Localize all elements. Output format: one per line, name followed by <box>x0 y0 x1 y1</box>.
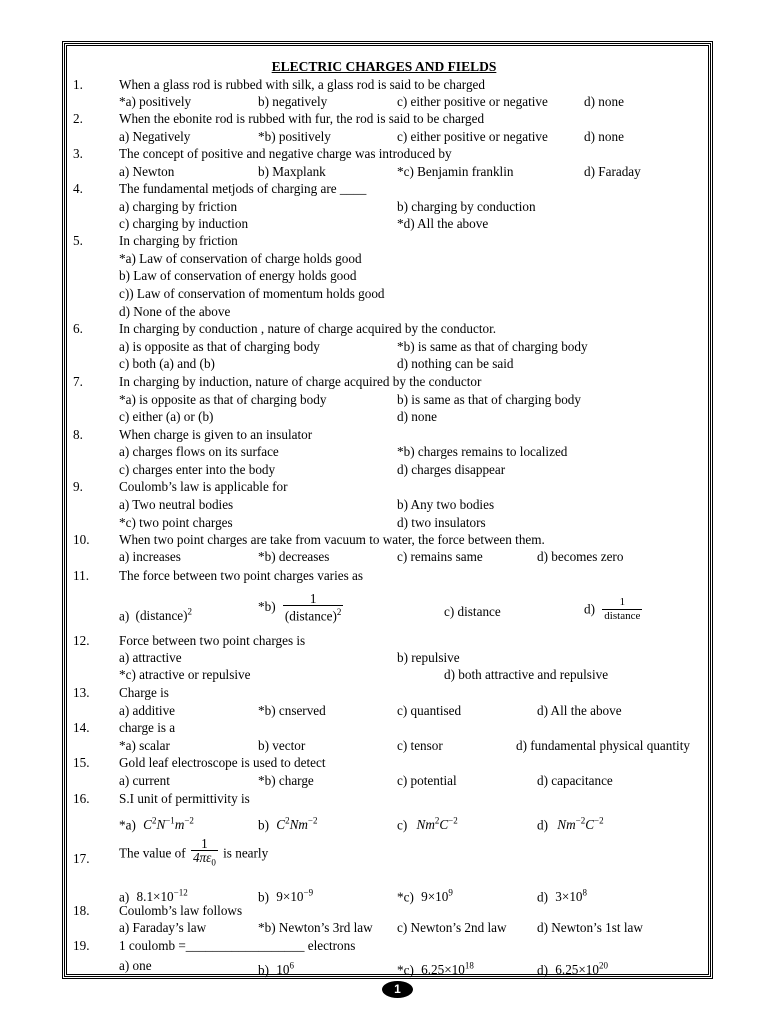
question-number: 12. <box>73 633 90 648</box>
question-number: 19. <box>73 938 90 953</box>
option-label: c) <box>397 817 408 833</box>
math-expression <box>555 889 587 904</box>
option-c: *c) Benjamin franklin <box>397 164 514 179</box>
expr-base: 3×10 <box>555 889 583 905</box>
option-c: c) either positive or negative <box>397 94 548 109</box>
option-d: d) fundamental physical quantity <box>516 738 690 753</box>
math-expression <box>421 962 474 977</box>
option-label: d) <box>537 817 548 833</box>
question-text: S.I unit of permittivity is <box>119 791 250 806</box>
option-d: d) becomes zero <box>537 549 624 564</box>
question-number: 6. <box>73 321 83 336</box>
question-number: 16. <box>73 791 90 806</box>
option-a: a) Negatively <box>119 129 191 144</box>
question-number: 5. <box>73 233 83 248</box>
option-c: *c) atractive or repulsive <box>119 667 251 682</box>
question-text: When two point charges are take from vacuum to water, the force between them. <box>119 532 545 547</box>
fraction-numerator: 1 <box>602 596 642 610</box>
question-number: 9. <box>73 479 83 494</box>
fraction <box>191 837 218 870</box>
option-label: a) <box>119 889 130 905</box>
option-a: a) Newton <box>119 164 175 179</box>
expr-exponent: 2 <box>187 607 193 617</box>
question-text: When the ebonite rod is rubbed with fur, the rod is said to be charged <box>119 111 485 126</box>
option-label: d) <box>584 601 595 617</box>
math-expression <box>555 962 608 977</box>
question-number: 3. <box>73 146 83 161</box>
option-d <box>584 596 642 623</box>
option-a: a) additive <box>119 703 176 718</box>
expr-base: 10 <box>276 962 290 978</box>
option-b: b) vector <box>258 738 306 753</box>
question-text: In charging by conduction , nature of charge acquired by the conductor. <box>119 321 497 336</box>
option-c: c) both (a) and (b) <box>119 356 215 371</box>
option-a <box>119 813 194 833</box>
option-c: c) either positive or negative <box>397 129 548 144</box>
option-b <box>258 813 318 833</box>
option-label: b) <box>258 962 269 978</box>
option-c: c) charges enter into the body <box>119 462 276 477</box>
option-d: d) All the above <box>537 703 622 718</box>
option-b: b) Any two bodies <box>397 497 495 512</box>
option-d: d) Faraday <box>584 164 641 179</box>
question-number: 1. <box>73 77 83 92</box>
fraction <box>283 592 344 622</box>
fraction-denominator: distance <box>604 610 641 622</box>
expr-exponent: 18 <box>464 961 474 971</box>
page-number-badge: 1 <box>382 981 413 998</box>
option-a: a) one <box>119 958 152 973</box>
option-a: *a) Law of conservation of charge holds good <box>119 251 362 266</box>
option-b: b) charging by conduction <box>397 199 536 214</box>
option-a: *a) is opposite as that of charging body <box>119 392 327 407</box>
option-b: b) is same as that of charging body <box>397 392 581 407</box>
expr-base: 9×10 <box>421 889 449 905</box>
option-a: a) Faraday’s law <box>119 920 207 935</box>
option-d <box>537 885 587 905</box>
question-number: 15. <box>73 755 90 770</box>
option-b <box>258 592 343 622</box>
math-expression <box>276 962 294 977</box>
math-expression <box>276 889 313 904</box>
fraction-denominator <box>191 851 218 870</box>
option-a: a) charging by friction <box>119 199 238 214</box>
question-text: Force between two point charges is <box>119 633 306 648</box>
option-d: d) none <box>584 94 624 109</box>
option-b: *b) positively <box>258 129 331 144</box>
question-number: 17. <box>73 851 90 866</box>
option-d: *d) All the above <box>397 216 489 231</box>
option-c: c) Newton’s 2nd law <box>397 920 507 935</box>
expr-base: 9×10 <box>276 889 304 905</box>
question-text: 1 coulomb =__________________ electrons <box>119 938 356 953</box>
option-b: b) repulsive <box>397 650 460 665</box>
option-label: *c) <box>397 889 414 905</box>
option-a: a) Two neutral bodies <box>119 497 234 512</box>
option-d: d) none <box>584 129 624 144</box>
option-a: a) attractive <box>119 650 182 665</box>
option-d: d) Newton’s 1st law <box>537 920 643 935</box>
question-text-part: is nearly <box>223 845 269 861</box>
option-d: d) capacitance <box>537 773 613 788</box>
option-c: *c) two point charges <box>119 515 233 530</box>
question-text <box>119 837 268 870</box>
option-c: c) tensor <box>397 738 443 753</box>
expr-base: 6.25×10 <box>555 962 599 978</box>
option-label: *c) <box>397 962 414 978</box>
option-label: b) <box>258 817 269 833</box>
expr-base: 8.1×10 <box>136 889 174 905</box>
question-number: 2. <box>73 111 83 126</box>
option-c: c)) Law of conservation of momentum holds good <box>119 286 385 301</box>
page-title: ELECTRIC CHARGES AND FIELDS <box>271 59 497 74</box>
option-label: *b) <box>258 599 276 615</box>
option-c: c) charging by induction <box>119 216 249 231</box>
question-text: Coulomb’s law follows <box>119 903 243 918</box>
expr-subscript: 0 <box>211 857 216 868</box>
question-number: 7. <box>73 374 83 389</box>
option-c: c) quantised <box>397 703 462 718</box>
option-b: b) Law of conservation of energy holds good <box>119 268 357 283</box>
option-d: d) nothing can be said <box>397 356 514 371</box>
question-number: 18. <box>73 903 90 918</box>
option-a <box>119 604 192 624</box>
option-c: c) distance <box>444 604 501 619</box>
option-a: a) charges flows on its surface <box>119 444 279 459</box>
option-d: d) none <box>397 409 437 424</box>
question-number: 8. <box>73 427 83 442</box>
math-expression <box>421 889 453 904</box>
math-expression: $Nm^2C^{-2}$ <box>416 816 458 833</box>
option-b: *b) Newton’s 3rd law <box>258 920 373 935</box>
question-text: When a glass rod is rubbed with silk, a glass rod is said to be charged <box>119 77 486 92</box>
math-expression: $C^2N^{-1}m^{-2}$ <box>143 816 194 833</box>
fraction-numerator: 1 <box>191 837 218 851</box>
question-text: When charge is given to an insulator <box>119 427 313 442</box>
fraction-denominator <box>283 606 344 622</box>
question-text: Coulomb’s law is applicable for <box>119 479 288 494</box>
option-c: c) either (a) or (b) <box>119 409 214 424</box>
expr-exponent: 2 <box>336 607 342 617</box>
expr-exponent: −9 <box>303 888 314 898</box>
expr-exponent: 20 <box>599 961 608 971</box>
question-text: The force between two point charges varies as <box>119 568 363 583</box>
option-b: *b) charges remains to localized <box>397 444 568 459</box>
option-d: d) None of the above <box>119 304 231 319</box>
question-text: charge is a <box>119 720 176 735</box>
option-b: *b) decreases <box>258 549 330 564</box>
option-label: d) <box>537 962 548 978</box>
option-label: b) <box>258 889 269 905</box>
question-number: 10. <box>73 532 90 547</box>
option-b: *b) cnserved <box>258 703 326 718</box>
option-d <box>537 958 608 978</box>
option-c <box>397 813 458 833</box>
fraction <box>602 596 642 623</box>
option-a: *a) positively <box>119 94 192 109</box>
expr-exponent: −12 <box>173 888 188 898</box>
expr-base: (distance) <box>135 608 188 624</box>
option-b <box>258 958 294 978</box>
option-b: *b) is same as that of charging body <box>397 339 588 354</box>
option-a: a) current <box>119 773 170 788</box>
expr-exponent: 9 <box>448 888 453 898</box>
question-text: The fundamental metjods of charging are ____ <box>119 181 367 196</box>
fraction-numerator: 1 <box>283 592 344 606</box>
question-number: 14. <box>73 720 90 735</box>
math-expression: $Nm^{-2}C^{-2}$ <box>557 816 604 833</box>
question-number: 13. <box>73 685 90 700</box>
math-expression: $C^2Nm^{-2}$ <box>276 816 318 833</box>
question-number: 11. <box>73 568 89 583</box>
expr-exponent: 6 <box>289 961 294 971</box>
option-b <box>258 885 313 905</box>
option-label: a) <box>119 608 130 624</box>
math-expression <box>136 608 193 623</box>
expr-base: 6.25×10 <box>421 962 465 978</box>
question-text: The concept of positive and negative charge was introduced by <box>119 146 452 161</box>
option-b: b) negatively <box>258 94 328 109</box>
question-number: 4. <box>73 181 83 196</box>
expr-base: 4πε <box>192 850 212 865</box>
option-a: a) is opposite as that of charging body <box>119 339 320 354</box>
option-d: d) two insulators <box>397 515 486 530</box>
expr-exponent: 8 <box>582 888 588 898</box>
option-c <box>397 885 453 905</box>
option-d: d) both attractive and repulsive <box>444 667 609 682</box>
option-c <box>397 958 474 978</box>
option-label: d) <box>537 889 548 905</box>
option-c: c) remains same <box>397 549 483 564</box>
option-c: c) potential <box>397 773 457 788</box>
question-text: In charging by friction <box>119 233 238 248</box>
option-a: a) increases <box>119 549 181 564</box>
option-b: *b) charge <box>258 773 314 788</box>
option-d: d) charges disappear <box>397 462 506 477</box>
expr-base: (distance) <box>284 608 337 624</box>
option-a: *a) scalar <box>119 738 170 753</box>
question-text: Charge is <box>119 685 169 700</box>
question-text-part: The value of <box>119 845 186 861</box>
option-b: b) Maxplank <box>258 164 326 179</box>
question-text: In charging by induction, nature of charge acquired by the conductor <box>119 374 482 389</box>
question-text: Gold leaf electroscope is used to detect <box>119 755 326 770</box>
option-d <box>537 813 604 833</box>
option-label: *a) <box>119 817 136 833</box>
